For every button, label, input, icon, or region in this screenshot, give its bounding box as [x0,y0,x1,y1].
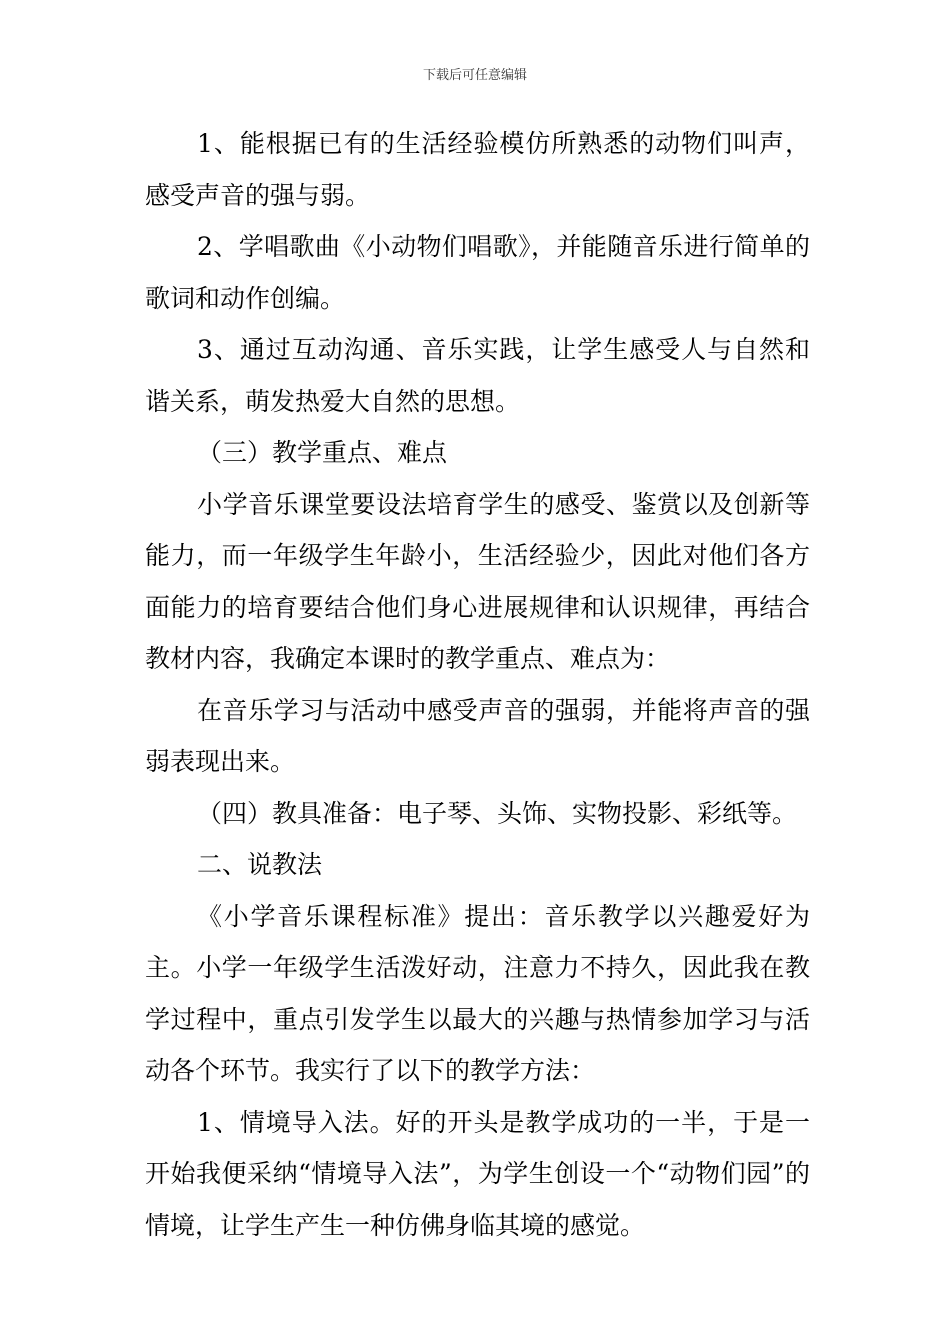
teaching-aids: （四）教具准备：电子琴、头饰、实物投影、彩纸等。 [197,798,798,828]
key-points-intro: 小学音乐课堂要设法培育学生的感受、鉴赏以及创新等能力，而一年级学生年龄小，生活经验少，因此对他们各方面能力的培育要结合他们身心进展规律和认识规律，再结合教材内容，我确定本课时的教学重点、难点为： [145,489,810,673]
method-1-situational-introduction: 1、情境导入法。好的开头是教学成功的一半，于是一开始我便采纳“情境导入法”，为学生创设一个“动物们园”的情境，让学生产生一种仿佛身临其境的感觉。 [145,1107,810,1240]
objective-2: 2、学唱歌曲《小动物们唱歌》，并能随音乐进行简单的歌词和动作创编。 [145,232,810,313]
page-header: 下载后可任意编辑 [422,68,527,83]
section-heading-teaching-method: 二、说教法 [197,850,323,879]
curriculum-standard-paragraph: 《小学音乐课程标准》提出：音乐教学以兴趣爱好为主。小学一年级学生活泼好动，注意力不持久，因此我在教学过程中，重点引发学生以最大的兴趣与热情参加学习与活动各个环节。我实行了以下的教学方法： [145,901,810,1085]
section-heading-key-points: （三）教学重点、难点 [197,438,448,467]
objective-3: 3、通过互动沟通、音乐实践，让学生感受人与自然和谐关系，萌发热爱大自然的思想。 [145,335,810,416]
objective-1: 1、能根据已有的生活经验模仿所熟悉的动物们叫声，感受声音的强与弱。 [145,129,810,210]
document-body [145,118,810,1251]
key-points-detail: 在音乐学习与活动中感受声音的强弱，并能将声音的强弱表现出来。 [145,695,810,776]
